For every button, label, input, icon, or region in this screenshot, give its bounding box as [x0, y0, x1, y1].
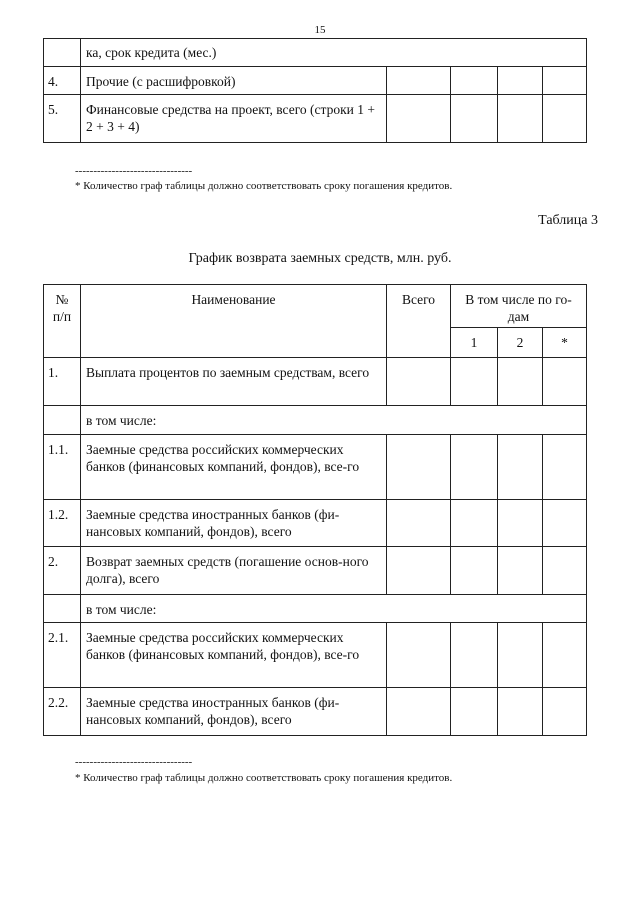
header-by-years: В том числе по го-дам — [451, 285, 587, 328]
row-name: в том числе: — [81, 595, 587, 623]
row-name: Выплата процентов по заемным средствам, всего — [81, 358, 387, 406]
table-row — [44, 39, 587, 67]
table-row — [44, 67, 587, 95]
row-number: 1.2. — [44, 500, 81, 547]
value-cell — [543, 95, 587, 143]
header-row — [44, 285, 587, 328]
value-cell — [498, 435, 543, 500]
value-cell — [387, 435, 451, 500]
row-number: 4. — [44, 67, 81, 95]
row-number: 2.2. — [44, 688, 81, 736]
table-row — [44, 547, 587, 595]
row-name: Заемные средства российских коммерческих банков (финансовых компаний, фондов), все-го — [81, 435, 387, 500]
value-cell — [498, 547, 543, 595]
value-cell — [543, 688, 587, 736]
value-cell — [451, 623, 498, 688]
header-year-more: * — [543, 328, 587, 358]
value-cell — [498, 95, 543, 143]
value-cell — [451, 67, 498, 95]
header-year-2: 2 — [498, 328, 543, 358]
row-number — [44, 406, 81, 435]
table-row — [44, 623, 587, 688]
table-row — [44, 358, 587, 406]
value-cell — [498, 688, 543, 736]
value-cell — [498, 67, 543, 95]
table-title: График возврата заемных средств, млн. руб. — [188, 251, 452, 266]
value-cell — [451, 547, 498, 595]
row-number: 5. — [44, 95, 81, 143]
table-row — [44, 95, 587, 143]
top-table — [43, 38, 587, 143]
value-cell — [543, 358, 587, 406]
header-name: Наименование — [81, 285, 387, 358]
row-name: Финансовые средства на проект, всего (строки 1 + 2 + 3 + 4) — [81, 95, 387, 143]
value-cell — [543, 623, 587, 688]
value-cell — [387, 688, 451, 736]
table-label: Таблица 3 — [538, 213, 598, 228]
value-cell — [498, 623, 543, 688]
footnote-text: * Количество граф таблицы должно соответствовать сроку погашения кредитов. — [75, 772, 453, 784]
row-number: 2.1. — [44, 623, 81, 688]
value-cell — [387, 95, 451, 143]
row-name: в том числе: — [81, 406, 587, 435]
table-row — [44, 500, 587, 547]
value-cell — [498, 500, 543, 547]
value-cell — [451, 688, 498, 736]
value-cell — [498, 358, 543, 406]
footnote-text: * Количество граф таблицы должно соответствовать сроку погашения кредитов. — [75, 180, 453, 192]
value-cell — [451, 435, 498, 500]
header-total: Всего — [387, 285, 451, 358]
value-cell — [451, 358, 498, 406]
repayment-table — [43, 284, 587, 736]
value-cell — [387, 358, 451, 406]
row-name: ка, срок кредита (мес.) — [81, 39, 587, 67]
table-row — [44, 595, 587, 623]
header-year-1: 1 — [451, 328, 498, 358]
value-cell — [387, 67, 451, 95]
page-number: 15 — [314, 24, 326, 36]
row-name: Заемные средства иностранных банков (фи-нансовых компаний, фондов), всего — [81, 500, 387, 547]
table-row — [44, 435, 587, 500]
row-number: 1. — [44, 358, 81, 406]
value-cell — [387, 500, 451, 547]
row-name: Прочие (с расшифровкой) — [81, 67, 387, 95]
row-number — [44, 595, 81, 623]
row-name: Возврат заемных средств (погашение основ-ного долга), всего — [81, 547, 387, 595]
footnote-rule: -------------------------------- — [75, 756, 193, 768]
value-cell — [543, 435, 587, 500]
table-row — [44, 688, 587, 736]
value-cell — [543, 500, 587, 547]
header-num: № п/п — [44, 285, 81, 358]
row-name: Заемные средства российских коммерческих банков (финансовых компаний, фондов), все-го — [81, 623, 387, 688]
value-cell — [543, 67, 587, 95]
value-cell — [387, 547, 451, 595]
value-cell — [451, 500, 498, 547]
row-number: 2. — [44, 547, 81, 595]
row-name: Заемные средства иностранных банков (фи-нансовых компаний, фондов), всего — [81, 688, 387, 736]
row-number: 1.1. — [44, 435, 81, 500]
row-number — [44, 39, 81, 67]
value-cell — [543, 547, 587, 595]
footnote-rule: -------------------------------- — [75, 165, 193, 177]
value-cell — [451, 95, 498, 143]
table-row — [44, 406, 587, 435]
value-cell — [387, 623, 451, 688]
